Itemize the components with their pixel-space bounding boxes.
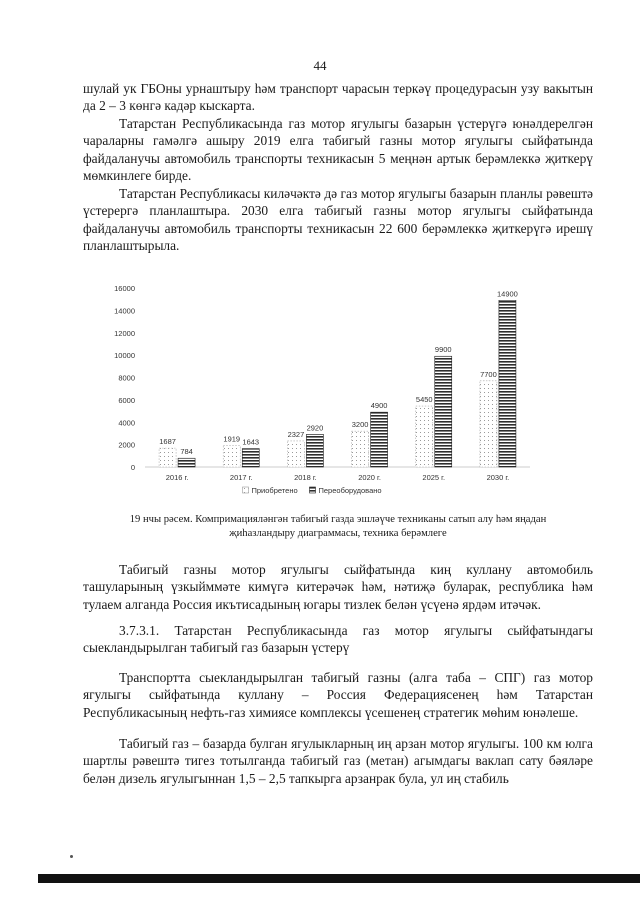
legend-swatch (243, 487, 249, 493)
data-label: 2327 (287, 429, 305, 439)
caption-line-1: 19 нчы рәсем. Компримацияләнгән табигый газда эшләүче техниканы сатып алу һәм яңадан (129, 514, 547, 525)
x-tick-label: 2030 г. (486, 473, 510, 482)
y-tick-label: 6000 (118, 395, 135, 405)
y-tick-label: 4000 (118, 418, 135, 428)
scan-speck (70, 855, 73, 858)
data-label: 14900 (496, 289, 518, 299)
x-tick-label: 2018 г. (294, 473, 317, 482)
scan-border (38, 874, 640, 883)
y-tick-label: 0 (130, 463, 135, 472)
x-tick-label: 2020 г. (358, 473, 381, 482)
legend-label: Переоборудовано (318, 486, 382, 495)
bar-приобретено-0 (159, 448, 176, 467)
paragraph-6: Транспортта сыекландырылган табигый газны (алга таба – СПГ) газ мотор ягулыгы сыйфатында куллану – Россия Федерациясенең һәм Татарстан Республикасының нефть-газ химиясе комплексы үсешенең стратегик мөһим юнәлеше. (83, 670, 593, 720)
bar-переоборудовано-5 (499, 300, 516, 467)
data-label: 1919 (223, 434, 241, 444)
bar-приобретено-1 (223, 446, 240, 467)
bar-переоборудовано-2 (306, 434, 323, 467)
y-tick-label: 14000 (114, 306, 135, 316)
bar-переоборудовано-1 (242, 449, 259, 467)
bar-переоборудовано-3 (371, 412, 388, 467)
y-tick-label: 16000 (114, 284, 135, 293)
data-label: 1687 (159, 437, 176, 447)
x-tick-label: 2025 г. (422, 473, 446, 482)
paragraph-4: Табигый газны мотор ягулыгы сыйфатында киң куллану автомобиль ташуларының үзкыйммәте кимүгә китерәчәк һәм, нәтиҗә буларак, республика һәм тулаем алганда Россия икътисадының югары тизлек белән үсүенә ярдәм итәчәк. (83, 562, 593, 612)
paragraph-3: Татарстан Республикасы киләчәктә дә газ мотор ягулыгы базарын планлы рәвештә үстерергә планлаштыра. 2030 елга табигый газны мотор ягулыгы сыйфатында файдаланучы автомобиль транспорты техникасын 22 600 берәмлеккә җиткерүгә ирешү планлаштырыла. (83, 186, 593, 254)
bar-переоборудовано-0 (178, 458, 195, 467)
figure-caption (83, 513, 593, 541)
y-tick-label: 2000 (118, 440, 135, 450)
paragraph-7: Табигый газ – базарда булган ягулыкларның иң арзан мотор ягулыгы. 100 км юлга шартлы рәвештә тигез тотылганда табигый газ (метан) агымдагы ваклап сату бәяләре белән дизель ягулыгыннан 1,5 – 2,5 тапкырга арзанрак була, ул иң стабиль (83, 736, 593, 786)
data-label: 1643 (242, 437, 260, 447)
caption-line-2: җиһазландыру диаграммасы, техника берәмлеге (229, 528, 447, 539)
page-number: 44 (313, 58, 327, 73)
data-label: 9900 (434, 345, 452, 355)
y-tick-label: 12000 (114, 328, 135, 338)
x-tick-label: 2017 г. (229, 473, 253, 482)
y-tick-label: 10000 (114, 351, 135, 361)
paragraph-2: Татарстан Республикасында газ мотор ягулыгы базарын үстерүгә юнәлдерелгән чараларны гамәлгә ашыру 2019 елга табигый газны мотор ягулыгы сыйфатында файдаланучы автомобиль транспорты техникасын 5 меңнән артык берәмлеккә җиткерү мөмкинлеге бирде. (83, 116, 593, 184)
bar-приобретено-5 (480, 381, 497, 467)
bar-приобретено-4 (416, 406, 433, 467)
legend-swatch (310, 487, 316, 493)
bar-chart (100, 280, 540, 505)
legend-label: Приобретено (251, 486, 298, 495)
bar-приобретено-3 (352, 431, 369, 467)
y-tick-label: 8000 (118, 373, 135, 383)
section-heading: 3.7.3.1. Татарстан Республикасында газ мотор ягулыгы сыйфатындагы сыекландырылган табигый газ базарын үстерү (83, 623, 593, 656)
x-tick-label: 2016 г. (165, 473, 189, 482)
data-label: 784 (180, 447, 193, 457)
bar-переоборудовано-4 (435, 356, 452, 467)
paragraph-1: шулай ук ГБОны урнаштыру һәм транспорт чарасын теркәү процедурасын узу вакытын да 2 – 3 көнгә кадәр кыскарта. (83, 81, 593, 114)
data-label: 5450 (415, 395, 433, 405)
data-label: 4900 (370, 401, 388, 411)
data-label: 7700 (480, 369, 497, 379)
data-label: 2920 (306, 423, 324, 433)
data-label: 3200 (351, 420, 369, 430)
bar-приобретено-2 (287, 441, 304, 467)
